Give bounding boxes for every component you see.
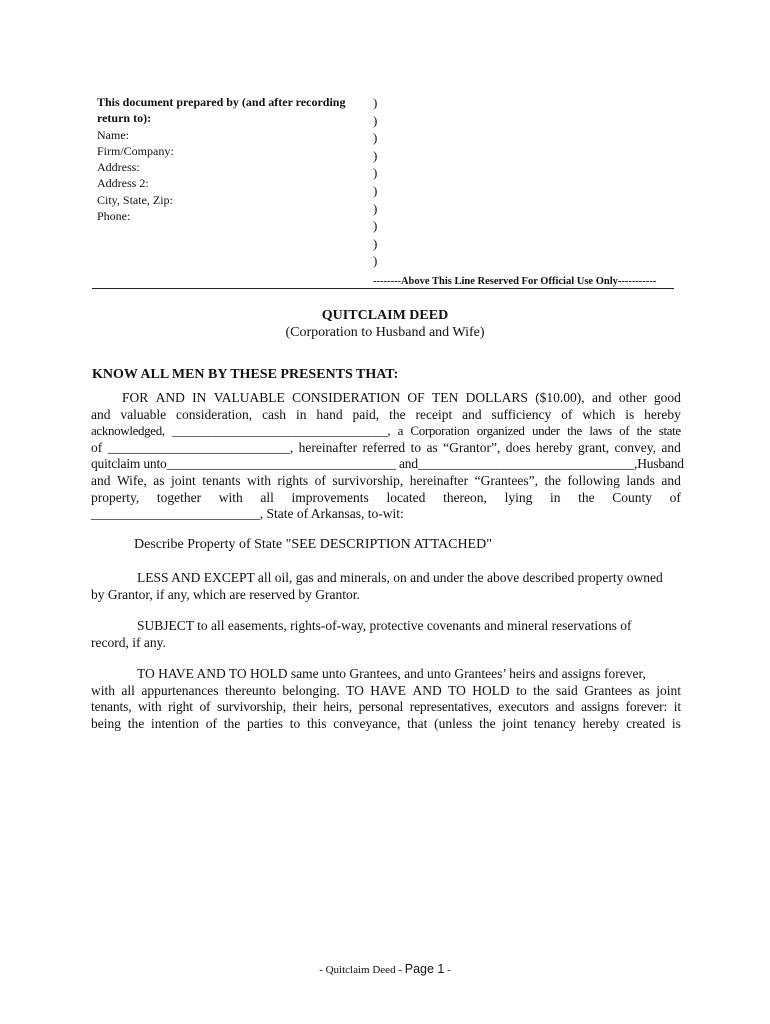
subject-line: record, if any. (91, 634, 166, 650)
to-have-paragraph (91, 666, 681, 732)
to-have-line: with all appurtenances thereunto belonging. TO HAVE AND TO HOLD to the said Grantees as joint (91, 682, 681, 698)
consideration-line: and Wife, as joint tenants with rights of survivorship, hereinafter “Grantees”, the following lands and (91, 472, 681, 488)
quitclaim-unto-text: quitclaim unto (91, 456, 167, 472)
preparer-block (97, 94, 345, 224)
consideration-line: property, together with all improvements located thereon, lying in the County of (91, 489, 681, 505)
consideration-line: _________________________, State of Arkansas, to-wit: (91, 506, 404, 522)
paren: ) (373, 147, 378, 163)
official-use-line: --------Above This Line Reserved For Official Use Only----------- (373, 276, 657, 287)
paren: ) (373, 182, 378, 198)
field-name: Name: (97, 127, 129, 142)
page-footer (0, 962, 770, 976)
paren: ) (373, 253, 378, 269)
consideration-line: and valuable consideration, cash in hand paid, the receipt and sufficiency of which is hereby (91, 406, 681, 422)
page-number: Page 1 (404, 962, 445, 976)
field-firm: Firm/Company: (97, 143, 174, 158)
field-city-state-zip: City, State, Zip: (97, 192, 173, 207)
footer-left: - Quitclaim Deed - (319, 964, 405, 976)
subject-paragraph (91, 618, 681, 651)
field-phone: Phone: (97, 209, 131, 224)
paren-column (373, 94, 377, 270)
paren: ) (373, 235, 378, 251)
consideration-line: acknowledged, ___________________________________, a Corporation organized under the laws of the state (91, 423, 681, 439)
to-have-line: being the intention of the parties to this conveyance, that (unless the joint tenancy hereby created is (91, 715, 681, 731)
prepared-by-line1: This document prepared by (and after recording (97, 95, 346, 109)
property-description: Describe Property of State "SEE DESCRIPTION ATTACHED" (134, 537, 492, 552)
consideration-line: of ___________________________, hereinafter referred to as “Grantor”, does hereby grant, convey, and (91, 439, 681, 455)
document-subtitle: (Corporation to Husband and Wife) (285, 325, 485, 340)
consideration-line: FOR AND IN VALUABLE CONSIDERATION OF TEN DOLLARS ($10.00), and other good (122, 390, 681, 405)
to-have-line: tenants, with right of survivorship, their heirs, personal representatives, executors and assigns forever: it (91, 699, 681, 715)
grantee-wife-blank: _________________________________,Husband (417, 456, 684, 472)
paren: ) (373, 95, 378, 110)
less-except-paragraph (91, 570, 681, 603)
document-title: QUITCLAIM DEED (321, 308, 449, 323)
paren: ) (373, 165, 378, 181)
paren: ) (373, 200, 378, 216)
grantee-line (91, 456, 684, 473)
footer-right: - (444, 964, 451, 976)
know-all-heading: KNOW ALL MEN BY THESE PRESENTS THAT: (92, 367, 399, 382)
consideration-paragraph (91, 390, 684, 523)
less-except-line: by Grantor, if any, which are reserved by Grantor. (91, 586, 360, 602)
field-address: Address: (97, 160, 140, 175)
prepared-by-line2: return to): (97, 111, 152, 126)
paren: ) (373, 218, 378, 234)
grantee-husband-blank: ___________________________________ and (166, 456, 418, 472)
to-have-line: TO HAVE AND TO HOLD same unto Grantees, and unto Grantees’ heirs and assigns forever, (137, 666, 646, 681)
horizontal-divider (92, 288, 674, 289)
paren: ) (373, 112, 378, 128)
subject-line: SUBJECT to all easements, rights-of-way, protective covenants and mineral reservations of (137, 618, 632, 633)
field-address2: Address 2: (97, 176, 149, 191)
less-except-line: LESS AND EXCEPT all oil, gas and minerals, on and under the above described property owned (137, 570, 663, 585)
paren: ) (373, 130, 378, 146)
